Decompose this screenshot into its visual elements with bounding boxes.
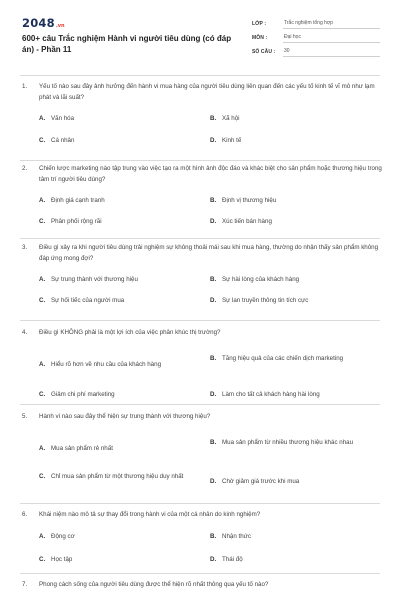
option-c[interactable] <box>39 390 209 400</box>
question-number: 6. <box>22 511 28 518</box>
question-number: 1. <box>22 83 28 90</box>
options-grid <box>22 342 384 396</box>
question-stem <box>22 328 384 339</box>
question-stem <box>22 580 384 591</box>
option-text: Chỉ mua sản phẩm từ một thương hiệu duy nhất <box>51 472 184 480</box>
option-text: Giảm chi phí marketing <box>51 390 115 398</box>
meta-value: Trắc nghiệm tổng hợp <box>283 18 380 29</box>
question-5 <box>22 412 384 485</box>
question-stem <box>22 412 384 423</box>
options-grid <box>22 188 384 242</box>
option-letter: C. <box>39 137 46 144</box>
question-stem <box>22 82 384 103</box>
option-letter: A. <box>39 360 46 368</box>
option-b[interactable] <box>210 196 380 206</box>
option-c[interactable] <box>39 136 209 146</box>
logo-suffix: .vn <box>55 23 65 29</box>
site-logo[interactable] <box>22 16 240 30</box>
option-letter: C. <box>39 390 46 398</box>
meta-row-count <box>252 45 380 58</box>
option-text: Thái độ <box>222 555 243 563</box>
question-number: 5. <box>22 413 28 420</box>
question-3 <box>22 243 384 321</box>
option-a[interactable] <box>39 532 209 542</box>
option-d[interactable] <box>210 217 380 227</box>
document-title: 600+ câu Trắc nghiệm Hành vi người tiêu dùng (có đáp án) - Phần 11 <box>22 34 232 54</box>
divider <box>20 404 380 405</box>
option-letter: C. <box>39 472 46 480</box>
divider <box>20 75 380 76</box>
option-letter: D. <box>210 477 217 485</box>
document-header <box>0 0 400 76</box>
question-text: Chiến lược marketing nào tập trung vào việc tạo ra một hình ảnh độc đáo và khác biệt cho sản phẩm hoặc thương hiệu trong tâm trí người tiêu dùng? <box>39 165 382 183</box>
option-text: Xã hội <box>222 115 240 122</box>
option-text: Xúc tiến bán hàng <box>222 218 272 225</box>
option-a[interactable] <box>39 444 209 454</box>
option-text: Mua sản phẩm từ nhiều thương hiệu khác nhau <box>222 438 354 446</box>
question-6 <box>22 510 384 578</box>
option-c[interactable] <box>39 472 209 482</box>
option-text: Phân phối rộng rãi <box>51 218 102 225</box>
option-text: Học tập <box>51 555 73 563</box>
option-text: Định vị thương hiệu <box>222 197 277 204</box>
question-7 <box>22 580 384 591</box>
question-text: Hành vi nào sau đây thể hiện sự trung thành với thương hiệu? <box>39 413 211 420</box>
option-text: Kinh tế <box>222 137 242 144</box>
question-4 <box>22 328 384 396</box>
option-letter: D. <box>210 137 217 144</box>
option-a[interactable] <box>39 360 209 370</box>
meta-row-class <box>252 17 380 30</box>
option-c[interactable] <box>39 217 209 227</box>
divider <box>20 160 380 161</box>
option-text: Sự hối tiếc của người mua <box>51 297 125 304</box>
option-text: Văn hóa <box>51 115 75 122</box>
divider <box>20 238 380 239</box>
option-letter: C. <box>39 297 46 304</box>
option-text: Tăng hiệu quả của các chiến dịch marketing <box>222 354 344 362</box>
option-text: Hiểu rõ hơn về nhu cầu của khách hàng <box>51 360 162 368</box>
meta-row-subject <box>252 31 380 44</box>
option-letter: A. <box>39 276 46 283</box>
question-stem <box>22 243 384 264</box>
option-letter: D. <box>210 555 217 563</box>
option-b[interactable] <box>210 354 380 364</box>
option-a[interactable] <box>39 275 209 285</box>
option-d[interactable] <box>210 296 380 306</box>
question-number: 7. <box>22 581 28 588</box>
option-letter: C. <box>39 218 46 225</box>
option-d[interactable] <box>210 555 380 565</box>
option-d[interactable] <box>210 136 380 146</box>
question-text: Yếu tố nào sau đây ảnh hưởng đến hành vi mua hàng của người tiêu dùng liên quan đến các yếu tố kinh tế vĩ mô như lạm phát và lãi suất? <box>39 83 375 101</box>
option-b[interactable] <box>210 275 380 285</box>
option-d[interactable] <box>210 390 380 400</box>
question-stem <box>22 164 384 185</box>
option-letter: A. <box>39 444 46 452</box>
option-text: Mua sản phẩm rẻ nhất <box>51 444 113 452</box>
option-text: Định giá cạnh tranh <box>51 197 105 204</box>
options-grid <box>22 267 384 321</box>
option-letter: A. <box>39 197 46 204</box>
option-text: Cá nhân <box>51 137 75 144</box>
option-b[interactable] <box>210 532 380 542</box>
option-letter: B. <box>210 197 217 204</box>
question-2 <box>22 164 384 242</box>
question-number: 3. <box>22 244 28 251</box>
question-number: 2. <box>22 165 28 172</box>
question-text: Điều gì xảy ra khi người tiêu dùng trải nghiệm sự không thoải mái sau khi mua hàng, thường do nhận thấy sản phẩm không đáp ứng mong đợi? <box>39 244 379 262</box>
option-letter: B. <box>210 115 217 122</box>
divider <box>20 320 380 321</box>
option-b[interactable] <box>210 438 380 448</box>
option-letter: D. <box>210 297 217 304</box>
option-c[interactable] <box>39 296 209 306</box>
meta-value: 30 <box>283 46 380 57</box>
option-letter: B. <box>210 438 217 446</box>
question-1 <box>22 82 384 160</box>
divider <box>20 573 380 574</box>
option-text: Nhận thức <box>222 532 251 540</box>
question-text: Khái niệm nào mô tả sự thay đổi trong hành vi của một cá nhân do kinh nghiệm? <box>39 511 261 518</box>
option-letter: B. <box>210 532 217 540</box>
divider <box>20 503 380 504</box>
meta-label: LỚP : <box>252 20 267 27</box>
meta-fields <box>252 16 380 76</box>
question-number: 4. <box>22 329 28 336</box>
options-grid <box>22 426 384 485</box>
option-text: Làm cho tất cả khách hàng hài lòng <box>222 390 320 398</box>
logo-main: 2048 <box>22 16 55 30</box>
meta-label: MÔN : <box>252 34 268 41</box>
option-text: Động cơ <box>51 532 75 540</box>
question-stem <box>22 510 384 521</box>
meta-label: SỐ CÂU : <box>252 48 276 55</box>
option-letter: A. <box>39 532 46 540</box>
option-letter: D. <box>210 218 217 225</box>
option-text: Sự hài lòng của khách hàng <box>222 276 300 283</box>
option-letter: A. <box>39 115 46 122</box>
option-letter: B. <box>210 276 217 283</box>
option-a[interactable] <box>39 196 209 206</box>
option-text: Chờ giảm giá trước khi mua <box>222 477 300 485</box>
option-letter: D. <box>210 390 217 398</box>
question-text: Điều gì KHÔNG phải là một lợi ích của việc phân khúc thị trường? <box>39 329 221 336</box>
option-c[interactable] <box>39 555 209 565</box>
option-text: Sự trung thành với thương hiệu <box>51 276 138 283</box>
option-text: Sự lan truyền thông tin tích cực <box>222 297 309 304</box>
option-letter: C. <box>39 555 46 563</box>
option-letter: B. <box>210 354 217 362</box>
options-grid <box>22 524 384 578</box>
option-b[interactable] <box>210 114 380 124</box>
question-text: Phong cách sống của người tiêu dùng được thể hiện rõ nhất thông qua yếu tố nào? <box>39 581 269 588</box>
options-grid <box>22 106 384 160</box>
meta-value: Đại học <box>283 32 380 43</box>
option-d[interactable] <box>210 477 380 487</box>
option-a[interactable] <box>39 114 209 124</box>
header-left <box>22 16 240 76</box>
